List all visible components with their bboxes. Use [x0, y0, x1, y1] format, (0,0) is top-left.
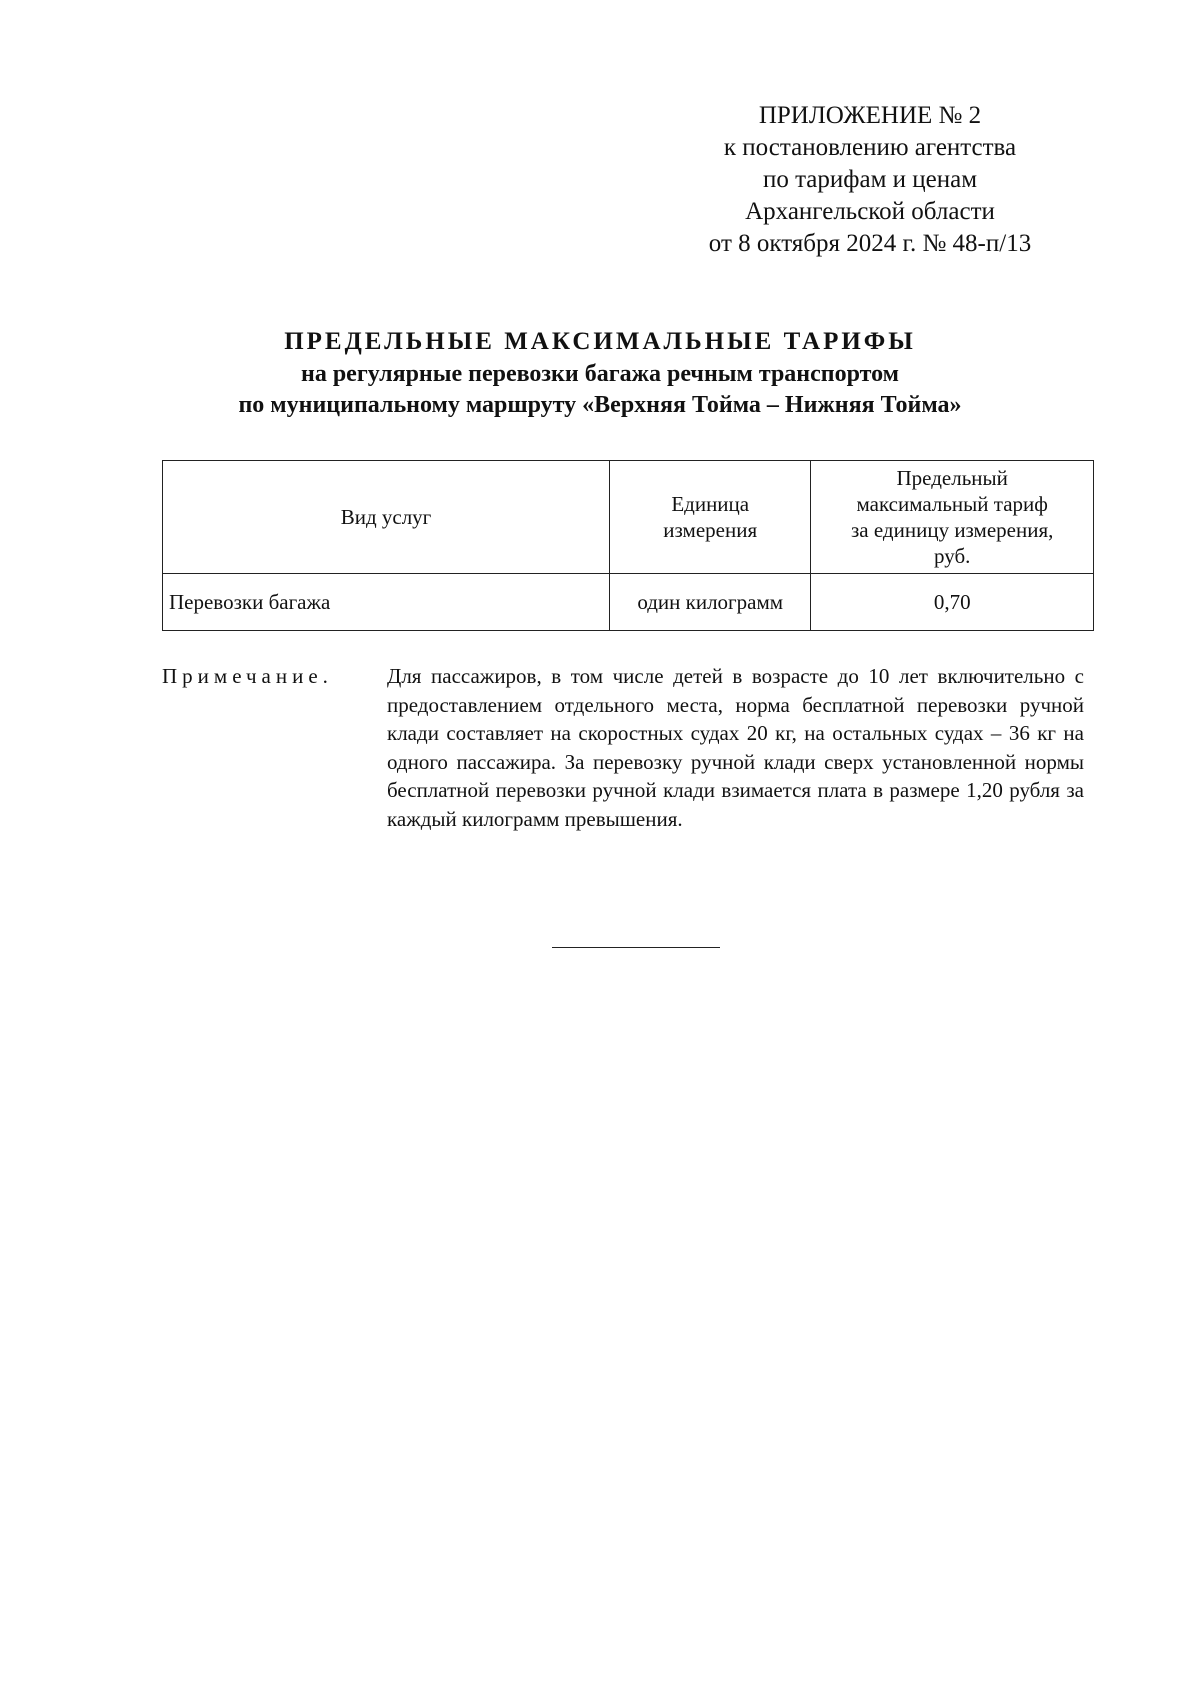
header-unit-line2: измерения: [663, 518, 758, 542]
header-service-label: Вид услуг: [340, 505, 432, 529]
header-unit-line1: Единица: [671, 492, 750, 516]
appendix-date-number: от 8 октября 2024 г. № 48-п/13: [708, 230, 1032, 257]
title-subtitle-1: на регулярные перевозки багажа речным транспортом: [300, 361, 899, 387]
header-service: [163, 461, 610, 574]
end-divider: [552, 947, 720, 948]
document-title: [100, 325, 1100, 421]
appendix-number: ПРИЛОЖЕНИЕ № 2: [758, 102, 982, 129]
cell-service: Перевозки багажа: [163, 574, 610, 631]
note-text: Для пассажиров, в том числе детей в возрасте до 10 лет включительно с предоставлением отдельного места, норма бесплатной перевозки ручной клади составляет на скоростных судах 20 кг, на остальных судах – 36 кг на одного пассажира. За перевозку ручной клади сверх установленной нормы бесплатной перевозки ручной клади взимается плата в размере 1,20 рубля за каждый килограмм превышения.: [387, 664, 1084, 831]
header-tariff-line3: за единицу измерения,: [851, 518, 1054, 542]
appendix-agency: по тарифам и ценам: [762, 166, 978, 193]
cell-tariff: 0,70: [811, 574, 1094, 631]
header-tariff: [811, 461, 1094, 574]
note-label: Примечание.: [162, 664, 333, 688]
appendix-header: [640, 100, 1100, 260]
appendix-reference: к постановлению агентства: [723, 134, 1017, 161]
appendix-region: Архангельской области: [745, 198, 995, 225]
header-tariff-line4: руб.: [934, 544, 971, 568]
title-main: ПРЕДЕЛЬНЫЕ МАКСИМАЛЬНЫЕ ТАРИФЫ: [284, 328, 916, 355]
header-tariff-line1: Предельный: [896, 466, 1008, 490]
tariff-table: [162, 460, 1094, 631]
cell-unit: один килограмм: [610, 574, 811, 631]
header-unit: [610, 461, 811, 574]
header-tariff-line2: максимальный тариф: [856, 492, 1048, 516]
table-row: [163, 574, 1094, 631]
title-subtitle-2: по муниципальному маршруту «Верхняя Тойма – Нижняя Тойма»: [238, 392, 962, 418]
table-header-row: [163, 461, 1094, 574]
